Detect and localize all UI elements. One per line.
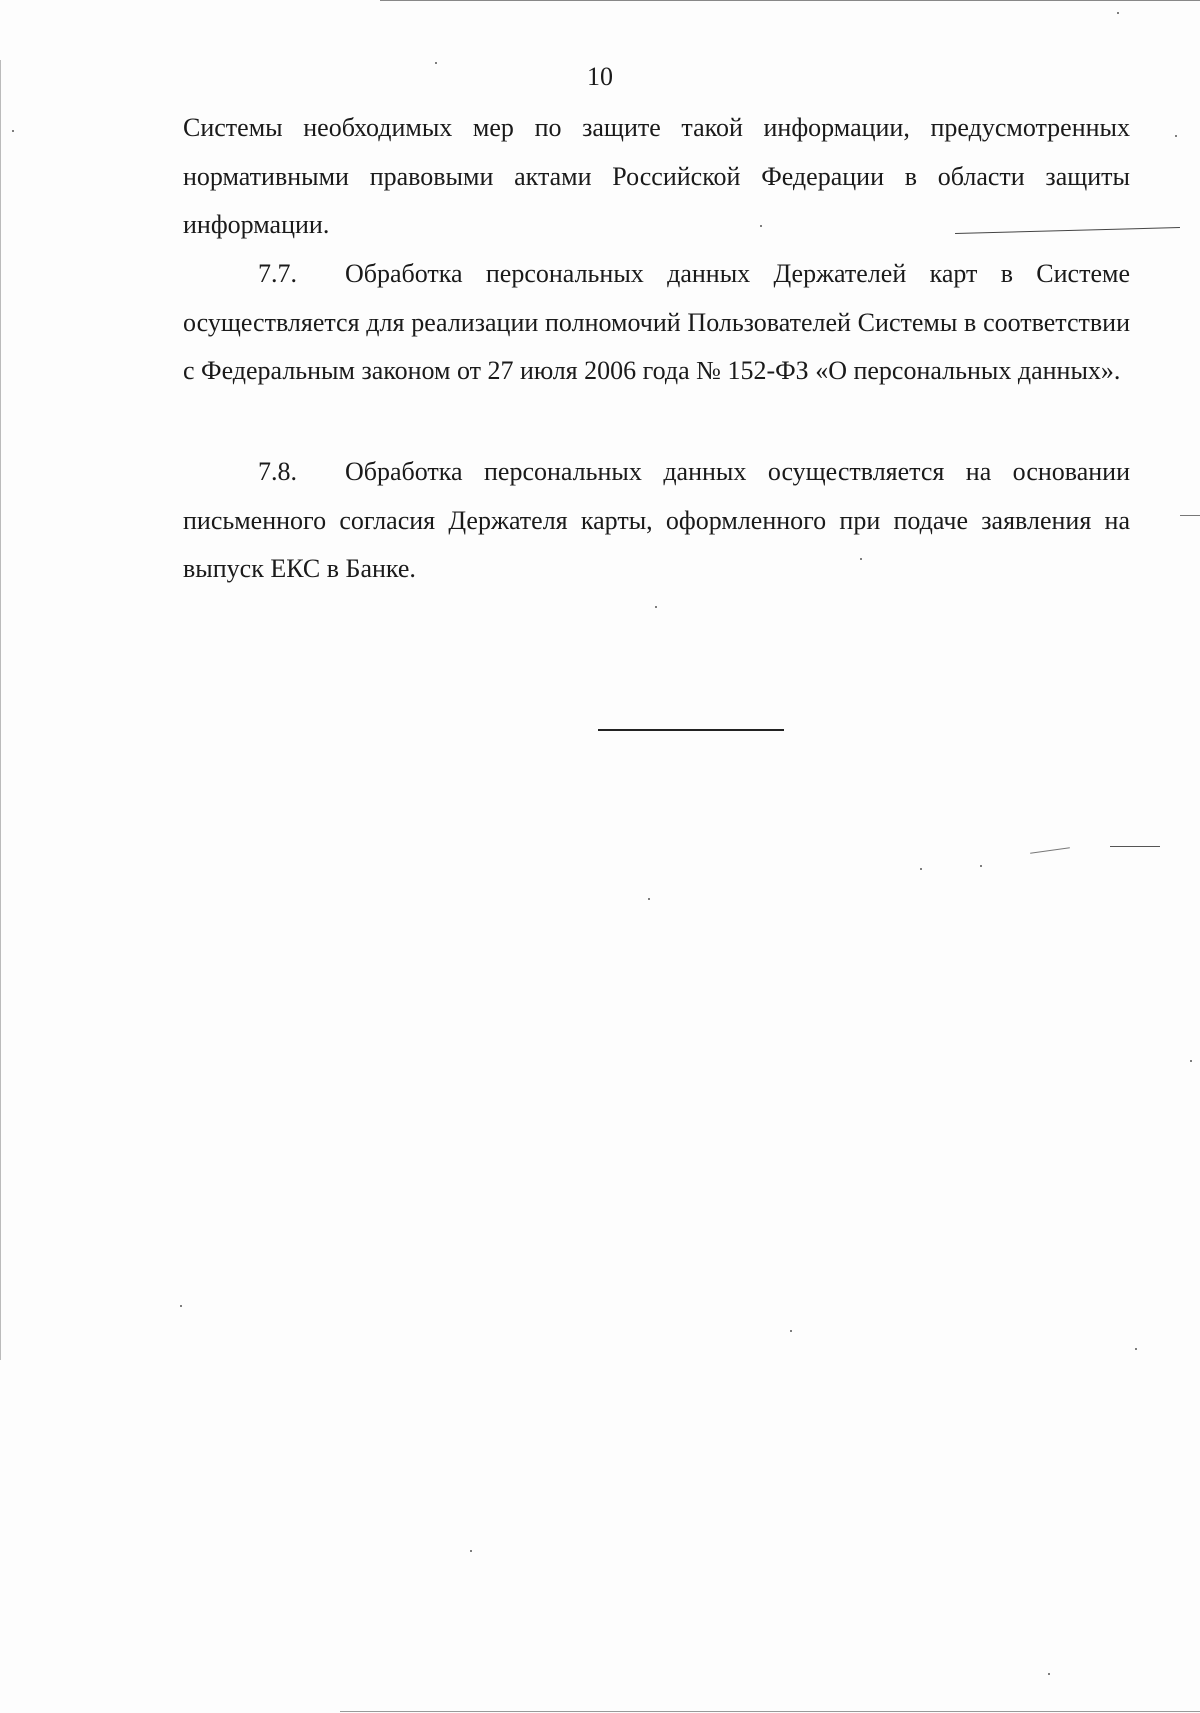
scan-artifact-line bbox=[1110, 846, 1160, 847]
scan-edge-left bbox=[0, 60, 1, 1360]
scan-artifact-dot bbox=[655, 606, 657, 608]
scan-artifact-dot bbox=[12, 130, 14, 132]
clause-text: Обработка персональных данных осуществляется на основании письменного согласия Держателя карты, оформленного при подаче заявления на выпуск ЕКС в Банке. bbox=[183, 457, 1130, 583]
scan-artifact-line bbox=[1180, 515, 1200, 516]
scan-artifact-dot bbox=[860, 558, 862, 560]
clause-7-7 bbox=[183, 250, 1130, 396]
scan-artifact-dot bbox=[760, 225, 762, 227]
scan-artifact-dot bbox=[648, 898, 650, 900]
scan-artifact-dot bbox=[180, 1305, 182, 1307]
scan-artifact-dot bbox=[1117, 12, 1119, 14]
clause-text: Обработка персональных данных Держателей карт в Системе осуществляется для реализации полномочий Пользователей Системы в соответствии с Федеральным законом от 27 июля 2006 года № 152-ФЗ «О персональных данных». bbox=[183, 259, 1130, 385]
scan-artifact-dot bbox=[920, 868, 922, 870]
scan-artifact-dot bbox=[980, 865, 982, 867]
clause-number: 7.7. bbox=[258, 259, 297, 288]
scan-artifact-dot bbox=[1135, 1348, 1137, 1350]
scan-artifact-dot bbox=[435, 62, 437, 64]
scan-artifact-dot bbox=[1175, 135, 1177, 137]
end-of-document-rule bbox=[598, 729, 784, 731]
scan-edge-bottom bbox=[340, 1711, 1200, 1712]
clause-number: 7.8. bbox=[258, 457, 297, 486]
scan-artifact-dot bbox=[1048, 1673, 1050, 1675]
scan-edge-top bbox=[380, 0, 1200, 1]
page-number: 10 bbox=[587, 62, 613, 91]
intro-paragraph: Системы необходимых мер по защите такой информации, предусмотренных нормативными правовыми актами Российской Федерации в области защиты информации. bbox=[183, 113, 1130, 239]
clause-7-8 bbox=[183, 448, 1130, 594]
scan-artifact-dot bbox=[470, 1550, 472, 1552]
scan-artifact-dot bbox=[1190, 1060, 1192, 1062]
scan-artifact-dot bbox=[790, 1330, 792, 1332]
scan-artifact-line bbox=[1030, 847, 1070, 854]
